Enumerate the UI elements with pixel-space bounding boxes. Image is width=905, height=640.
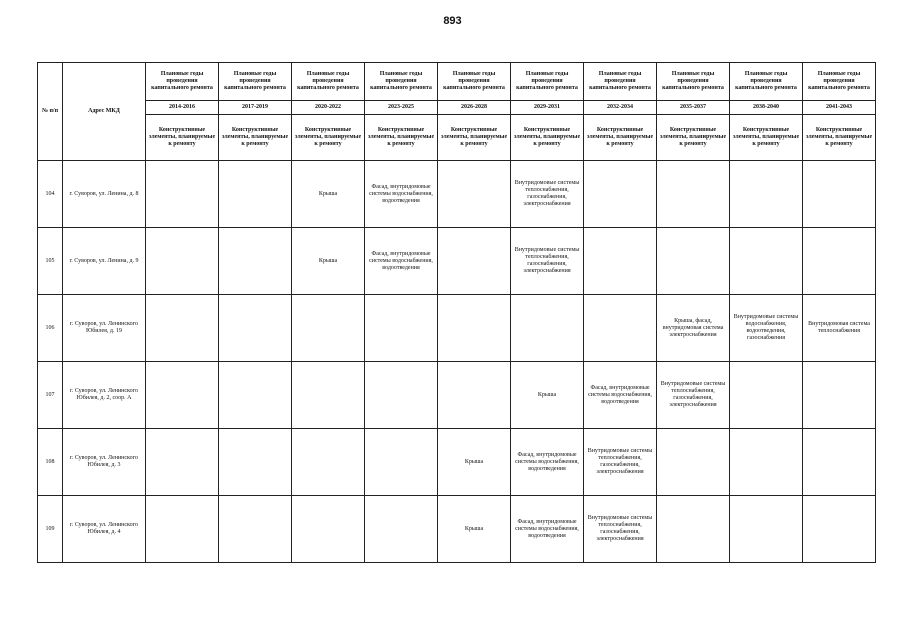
work-cell [365, 429, 438, 496]
header-plan-label: Плановые годы проведения капитального ремонта [730, 63, 803, 101]
work-cell [292, 496, 365, 563]
header-elements-label: Конструктивные элементы, планируемые к ремонту [584, 115, 657, 161]
work-cell [219, 161, 292, 228]
work-cell: Внутридомовые системы теплоснабжения, газоснабжения, электроснабжения [511, 161, 584, 228]
work-cell [219, 362, 292, 429]
header-period: 2014-2016 [146, 101, 219, 115]
work-cell [146, 228, 219, 295]
header-plan-label: Плановые годы проведения капитального ремонта [584, 63, 657, 101]
work-cell [219, 496, 292, 563]
header-period: 2032-2034 [584, 101, 657, 115]
work-cell: Внутридомовые системы теплоснабжения, газоснабжения, электроснабжения [584, 496, 657, 563]
work-cell [584, 161, 657, 228]
header-elements-label: Конструктивные элементы, планируемые к ремонту [730, 115, 803, 161]
work-cell: Фасад, внутридомовые системы водоснабжения, водоотведения [365, 228, 438, 295]
header-row-periods [38, 101, 876, 115]
header-plan-label: Плановые годы проведения капитального ремонта [657, 63, 730, 101]
table-row [38, 362, 876, 429]
work-cell [146, 362, 219, 429]
work-cell: Внутридомовые системы теплоснабжения, газоснабжения, электроснабжения [584, 429, 657, 496]
work-cell: Крыша, фасад, внутридомовая система электроснабжения [657, 295, 730, 362]
work-cell [146, 496, 219, 563]
header-address: Адрес МКД [63, 63, 146, 161]
work-cell [584, 228, 657, 295]
row-address: г. Суворов, ул. Ленинского Юбилея, д. 19 [63, 295, 146, 362]
header-plan-label: Плановые годы проведения капитального ремонта [511, 63, 584, 101]
work-cell: Внутридомовая система теплоснабжения [803, 295, 876, 362]
work-cell [365, 295, 438, 362]
header-period: 2026-2028 [438, 101, 511, 115]
work-cell [803, 161, 876, 228]
work-cell [438, 228, 511, 295]
header-elements-label: Конструктивные элементы, планируемые к ремонту [511, 115, 584, 161]
work-cell [438, 362, 511, 429]
table-row [38, 429, 876, 496]
row-address: г. Суворов, ул. Ленина, д. 8 [63, 161, 146, 228]
work-cell [146, 295, 219, 362]
work-cell [219, 228, 292, 295]
work-cell: Крыша [292, 228, 365, 295]
work-cell [730, 161, 803, 228]
table-row [38, 496, 876, 563]
header-plan-label: Плановые годы проведения капитального ремонта [292, 63, 365, 101]
header-period: 2017-2019 [219, 101, 292, 115]
work-cell: Фасад, внутридомовые системы водоснабжения, водоотведения [511, 429, 584, 496]
header-row-number: № п/п [38, 63, 63, 161]
header-row-elements [38, 115, 876, 161]
work-cell: Внутридомовые системы теплоснабжения, газоснабжения, электроснабжения [657, 362, 730, 429]
header-elements-label: Конструктивные элементы, планируемые к ремонту [803, 115, 876, 161]
work-cell: Внутридомовые системы водоснабжения, водоотведения, газоснабжения [730, 295, 803, 362]
capital-repair-plan-table [37, 62, 876, 563]
header-elements-label: Конструктивные элементы, планируемые к ремонту [657, 115, 730, 161]
work-cell [803, 362, 876, 429]
work-cell: Внутридомовые системы теплоснабжения, газоснабжения, электроснабжения [511, 228, 584, 295]
header-elements-label: Конструктивные элементы, планируемые к ремонту [292, 115, 365, 161]
work-cell: Крыша [292, 161, 365, 228]
header-plan-label: Плановые годы проведения капитального ремонта [803, 63, 876, 101]
header-period: 2023-2025 [365, 101, 438, 115]
work-cell [292, 295, 365, 362]
table-body [38, 161, 876, 563]
work-cell [365, 496, 438, 563]
work-cell [803, 228, 876, 295]
work-cell [730, 362, 803, 429]
table-row [38, 161, 876, 228]
work-cell [292, 429, 365, 496]
work-cell [438, 295, 511, 362]
work-cell [146, 429, 219, 496]
header-plan-label: Плановые годы проведения капитального ремонта [365, 63, 438, 101]
header-period: 2041-2043 [803, 101, 876, 115]
work-cell: Фасад, внутридомовые системы водоснабжения, водоотведения [365, 161, 438, 228]
work-cell [438, 161, 511, 228]
row-number: 108 [38, 429, 63, 496]
header-elements-label: Конструктивные элементы, планируемые к ремонту [146, 115, 219, 161]
row-address: г. Суворов, ул. Ленинского Юбилея, д. 2, соор. А [63, 362, 146, 429]
header-plan-label: Плановые годы проведения капитального ремонта [219, 63, 292, 101]
work-cell: Фасад, внутридомовые системы водоснабжения, водоотведения [511, 496, 584, 563]
work-cell [365, 362, 438, 429]
header-plan-label: Плановые годы проведения капитального ремонта [146, 63, 219, 101]
table-row [38, 295, 876, 362]
work-cell: Фасад, внутридомовые системы водоснабжения, водоотведения [584, 362, 657, 429]
header-period: 2035-2037 [657, 101, 730, 115]
header-period: 2038-2040 [730, 101, 803, 115]
work-cell: Крыша [511, 362, 584, 429]
table-row [38, 228, 876, 295]
work-cell [730, 496, 803, 563]
header-plan-label: Плановые годы проведения капитального ремонта [438, 63, 511, 101]
row-address: г. Суворов, ул. Ленинского Юбилея, д. 4 [63, 496, 146, 563]
work-cell: Крыша [438, 429, 511, 496]
row-number: 106 [38, 295, 63, 362]
header-period: 2029-2031 [511, 101, 584, 115]
work-cell [292, 362, 365, 429]
header-elements-label: Конструктивные элементы, планируемые к ремонту [365, 115, 438, 161]
page-number: 893 [443, 15, 462, 27]
work-cell [657, 161, 730, 228]
row-number: 109 [38, 496, 63, 563]
row-number: 104 [38, 161, 63, 228]
work-cell [657, 496, 730, 563]
work-cell [219, 429, 292, 496]
work-cell [584, 295, 657, 362]
row-number: 105 [38, 228, 63, 295]
work-cell [657, 228, 730, 295]
table-header [38, 63, 876, 161]
header-elements-label: Конструктивные элементы, планируемые к ремонту [219, 115, 292, 161]
header-elements-label: Конструктивные элементы, планируемые к ремонту [438, 115, 511, 161]
row-number: 107 [38, 362, 63, 429]
header-row-plan-years [38, 63, 876, 101]
work-cell [511, 295, 584, 362]
work-cell [730, 228, 803, 295]
header-period: 2020-2022 [292, 101, 365, 115]
work-cell: Крыша [438, 496, 511, 563]
work-cell [803, 429, 876, 496]
work-cell [219, 295, 292, 362]
row-address: г. Суворов, ул. Ленина, д. 9 [63, 228, 146, 295]
work-cell [657, 429, 730, 496]
work-cell [146, 161, 219, 228]
work-cell [730, 429, 803, 496]
row-address: г. Суворов, ул. Ленинского Юбилея, д. 3 [63, 429, 146, 496]
work-cell [803, 496, 876, 563]
